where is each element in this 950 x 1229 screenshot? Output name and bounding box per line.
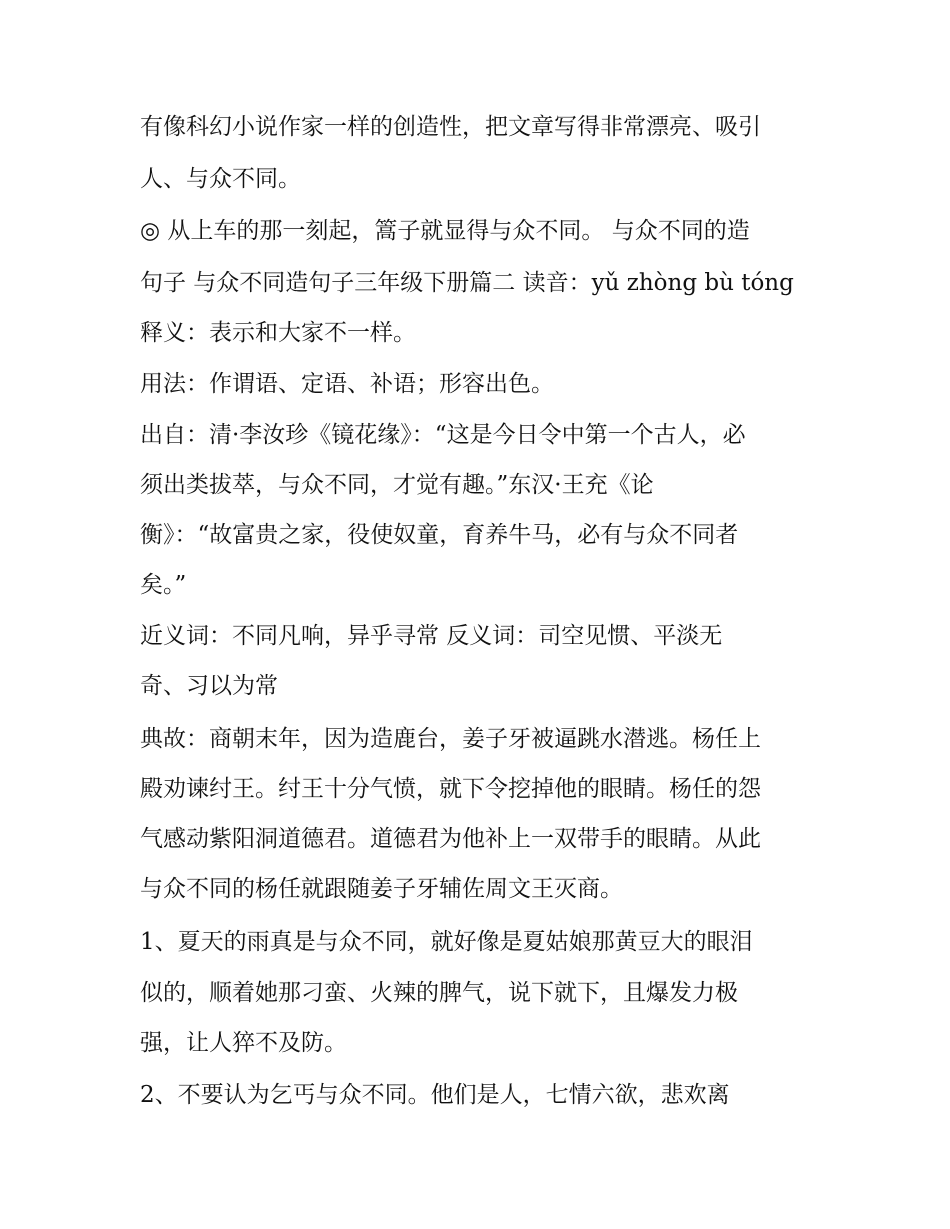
text-line: 殿劝谏纣王。纣王十分气愤，就下令挖掉他的眼睛。杨任的怨	[140, 776, 761, 802]
text-line: 2、不要认为乞丐与众不同。他们是人，七情六欲，悲欢离	[140, 1082, 730, 1108]
text-line: 人、与众不同。	[140, 166, 301, 192]
text-line: 须出类拔萃，与众不同，才觉有趣。”东汉·王充《论	[140, 472, 654, 498]
text-line: 矣。”	[140, 572, 187, 598]
text-line: 似的，顺着她那刁蛮、火辣的脾气，说下就下，且爆发力极	[140, 980, 738, 1006]
text-line: 1、夏天的雨真是与众不同，就好像是夏姑娘那黄豆大的眼泪	[140, 929, 753, 955]
text-line: 衡》：“故富贵之家，役使奴童，育养牛马，必有与众不同者	[140, 522, 739, 548]
text-line: 出自：清·李汝珍《镜花缘》：“这是今日令中第一个古人，必	[140, 422, 746, 448]
text-line: 强，让人猝不及防。	[140, 1030, 347, 1056]
text-line: 有像科幻小说作家一样的创造性，把文章写得非常漂亮、吸引	[140, 114, 761, 140]
text-line: 句子 与众不同造句子三年级下册篇二 读音：yǔ zhòng bù tóng	[140, 270, 794, 296]
text-line: 气感动紫阳洞道德君。道德君为他补上一双带手的眼睛。从此	[140, 826, 761, 852]
text-line: 近义词：不同凡响，异乎寻常 反义词：司空见惯、平淡无	[140, 623, 723, 649]
text-line: 用法：作谓语、定语、补语；形容出色。	[140, 371, 554, 397]
text-line: 释义：表示和大家不一样。	[140, 320, 416, 346]
text-line: 典故：商朝末年，因为造鹿台，姜子牙被逼跳水潜逃。杨任上	[140, 726, 761, 752]
text-line: 与众不同的杨任就跟随姜子牙辅佐周文王灭商。	[140, 876, 623, 902]
text-line: 奇、习以为常	[140, 673, 278, 699]
text-line: ◎ 从上车的那一刻起，篙子就显得与众不同。 与众不同的造	[140, 218, 750, 244]
